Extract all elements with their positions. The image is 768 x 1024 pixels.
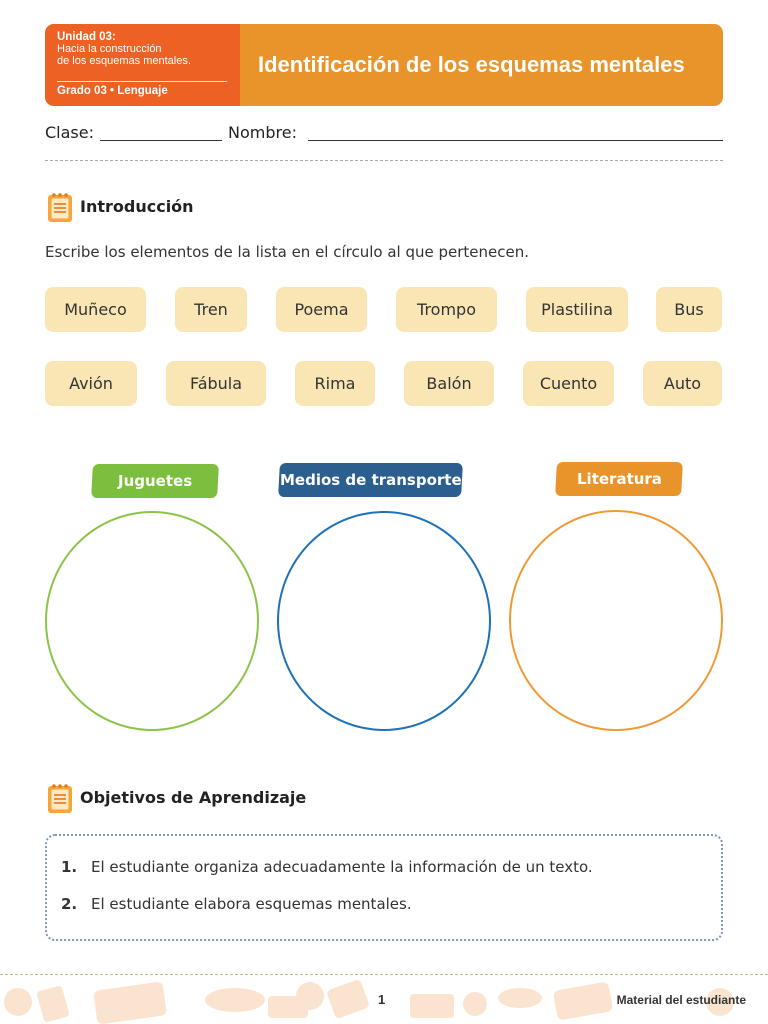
word-chip-label: Rima (314, 374, 356, 393)
word-chip-label: Avión (69, 374, 113, 393)
word-chip-label: Fábula (189, 374, 243, 393)
word-chip (396, 287, 497, 332)
unit-header-banner (45, 24, 723, 106)
word-chip-label: Plastilina (541, 300, 613, 319)
header-divider (57, 81, 227, 82)
word-chip (175, 287, 247, 332)
footer-label: Material del estudiante (616, 993, 746, 1007)
objectives-box (45, 834, 723, 941)
word-chip-label: Auto (663, 374, 702, 393)
word-chip-label: Muñeco (64, 300, 127, 319)
word-chip (45, 361, 137, 406)
circle-juguetes[interactable] (45, 511, 259, 731)
word-chip (404, 361, 494, 406)
word-chip-label: Bus (674, 300, 704, 319)
page-title: Identificación de los esquemas mentales (258, 52, 685, 77)
name-label: Nombre: (228, 123, 297, 142)
word-chip (656, 287, 722, 332)
word-chip (295, 361, 375, 406)
word-chip-label: Trompo (417, 300, 476, 319)
class-field[interactable] (100, 140, 222, 141)
objective-text: El estudiante elabora esquemas mentales. (91, 895, 412, 913)
objective-number: 1. (61, 858, 78, 876)
instruction-text: Escribe los elementos de la lista en el círculo al que pertenecen. (45, 243, 530, 261)
introduction-title: Introducción (80, 197, 194, 216)
category-tag-literatura (555, 462, 683, 496)
word-chip-label: Balón (426, 374, 472, 393)
category-label: Medios de transporte (279, 471, 462, 489)
category-tag-juguetes (91, 464, 219, 498)
objective-number: 2. (61, 895, 78, 913)
notepad-icon (45, 783, 75, 815)
word-chip (523, 361, 614, 406)
objective-item (61, 895, 412, 913)
unit-label: Unidad 03: (57, 31, 116, 43)
word-chip (643, 361, 722, 406)
footer-divider (0, 974, 768, 975)
section-divider (45, 160, 723, 161)
category-label: Juguetes (117, 472, 193, 490)
word-chip-label: Cuento (539, 374, 598, 393)
word-chip (45, 287, 146, 332)
circle-transporte[interactable] (277, 511, 491, 731)
word-chip-label: Poema (294, 300, 349, 319)
student-fields (45, 121, 723, 145)
notepad-icon (45, 192, 75, 224)
circle-literatura[interactable] (509, 510, 723, 731)
category-label: Literatura (576, 470, 662, 488)
objective-text: El estudiante organiza adecuadamente la información de un texto. (91, 858, 593, 876)
name-field[interactable] (308, 140, 723, 141)
word-chip-label: Tren (194, 300, 228, 319)
word-chip (166, 361, 266, 406)
page-number: 1 (378, 992, 386, 1007)
objective-item (61, 858, 593, 876)
grade-subject: Grado 03 • Lenguaje (57, 85, 168, 97)
unit-description-line1: Hacia la construcción (57, 43, 162, 55)
unit-description-line2: de los esquemas mentales. (57, 55, 191, 67)
word-chip (526, 287, 628, 332)
category-tag-transporte (278, 463, 463, 497)
class-label: Clase: (45, 123, 94, 142)
word-chip (276, 287, 367, 332)
objectives-title: Objetivos de Aprendizaje (80, 788, 307, 807)
